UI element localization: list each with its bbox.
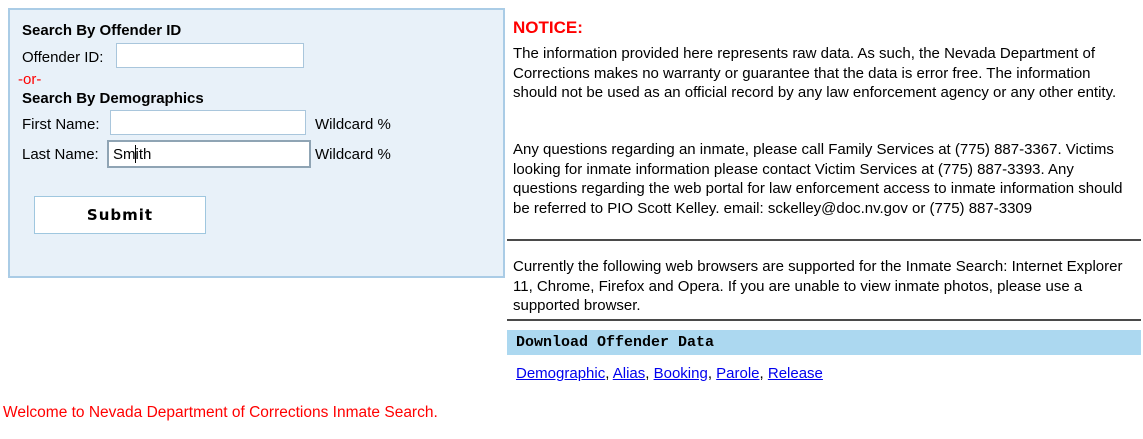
download-link-alias[interactable]: Alias [612,365,646,382]
download-link-release[interactable]: Release [767,365,823,382]
first-name-label: First Name: [22,116,100,133]
download-offender-data-header [507,330,1141,355]
link-separator: , [759,365,768,382]
last-name-wildcard-hint: Wildcard % [315,146,391,163]
last-name-input[interactable] [107,140,311,168]
download-link-demographic[interactable]: Demographic [516,365,606,382]
link-separator: , [605,365,613,382]
link-separator: , [707,365,717,382]
download-link-parole[interactable]: Parole [716,365,760,382]
download-links [516,365,823,382]
horizontal-rule [507,239,1141,241]
welcome-message: Welcome to Nevada Department of Corrections Inmate Search. [3,404,438,421]
demographics-section-title: Search By Demographics [22,90,204,107]
browser-support-note: Currently the following web browsers are supported for the Inmate Search: Internet Explorer 11, Chrome, Firefox and Opera. If you are unable to view inmate photos, please use a supported browser. [513,258,1123,314]
horizontal-rule [507,319,1141,321]
notice-paragraph-raw-data: The information provided here represents raw data. As such, the Nevada Department of Corrections makes no warranty or guarantee that the data is error free. The information should not be used as an official record by any law enforcement agency or any other entity. [513,45,1117,101]
offender-id-input[interactable] [116,43,304,68]
submit-button[interactable]: Submit [34,196,206,234]
offender-id-label: Offender ID: [22,49,104,66]
first-name-wildcard-hint: Wildcard % [315,116,391,133]
text-caret [135,145,136,163]
last-name-label: Last Name: [22,146,99,163]
first-name-input[interactable] [110,110,306,135]
notice-paragraph-contacts: Any questions regarding an inmate, please call Family Services at (775) 887-3367. Victims looking for inmate information please contact Victim Services at (775) 887-3393. Any questions regarding the web portal for law enforcement access to inmate information should be referred to PIO Scott Kelley. email: sckelley@doc.nv.gov or (775) 887-3309 [513,141,1123,217]
notice-heading: NOTICE: [513,18,583,37]
download-offender-data-title: Download Offender Data [516,334,715,351]
download-link-booking[interactable]: Booking [653,365,708,382]
search-panel [8,8,505,278]
link-separator: , [645,365,654,382]
offender-id-section-title: Search By Offender ID [22,22,182,39]
or-separator-text: -or- [18,71,42,88]
